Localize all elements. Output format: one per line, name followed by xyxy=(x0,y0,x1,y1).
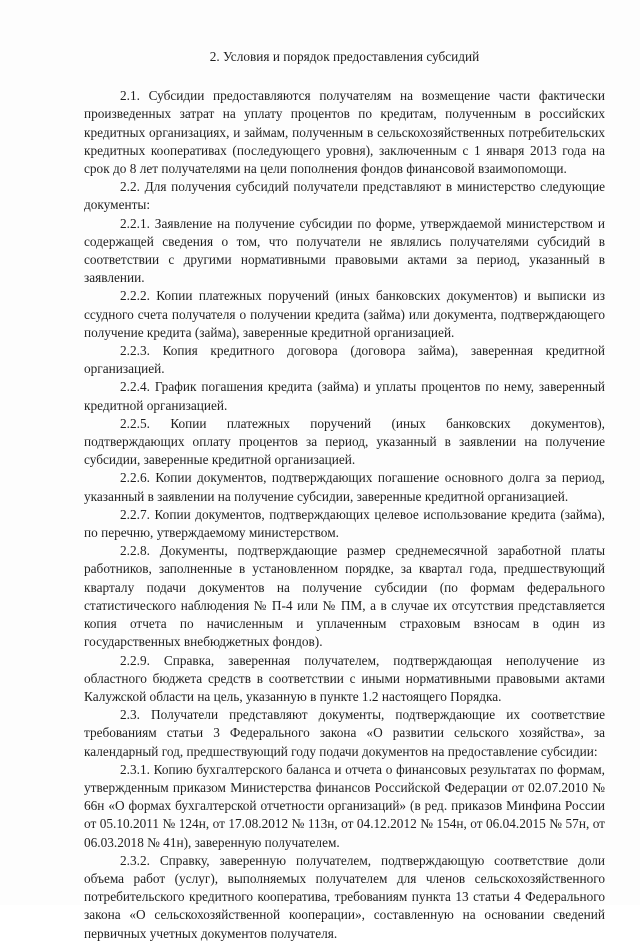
paragraph-2-2: 2.2. Для получения субсидий получатели представляют в министерство следующие документы: xyxy=(84,179,605,213)
paragraph-2-2-7: 2.2.7. Копии документов, подтверждающих целевое использование кредита (займа), по перечню, утверждаемому министерством. xyxy=(84,506,605,541)
paragraph-2-2-2: 2.2.2. Копии платежных поручений (иных банковских документов) и выписки из ссудного счета получателя о получении кредита (займа) или документа, подтверждающего получение кредита (займа), заверенные кредитной организацией. xyxy=(84,288,605,340)
paragraph-2-3: 2.3. Получатели представляют документы, подтверждающие их соответствие требованиям статьи 3 Федерального закона «О развитии сельского хозяйства», за календарный год, предшествующий году подачи документов на предоставление субсидии: xyxy=(84,707,605,759)
paragraph-2-1: 2.1. Субсидии предоставляются получателям на возмещение части фактически произведенных затрат на уплату процентов по кредитам, полученным в российских кредитных организациях, и займам, полученным в сельскохозяйственных потребительских кредитных кооперативах (последующего уровня), заключенным с 1 января 2013 года на срок до 8 лет получателями на цели пополнения фондов финансовой взаимопомощи. xyxy=(84,88,605,177)
paragraph-2-2-5: 2.2.5. Копии платежных поручений (иных банковских документов), подтверждающих оплату процентов за период, указанный в заявлении на получение субсидии, заверенные кредитной организацией. xyxy=(84,415,605,468)
document-body xyxy=(84,48,605,943)
paragraph-2-2-9: 2.2.9. Справка, заверенная получателем, подтверждающая неполучение из областного бюджета средств в соответствии с иными нормативными правовыми актами Калужской области на цель, указанную в пункте 1.2 настоящего Порядка. xyxy=(84,652,605,704)
paragraph-2-3-2: 2.3.2. Справку, заверенную получателем, подтверждающую соответствие доли объема работ (услуг), выполняемых получателем для членов сельскохозяйственного потребительского кредитного кооператива, требованиям пункта 13 статьи 4 Федерального закона «О сельскохозяйственной кооперации», составленную на основании сведений первичных учетных документов получателя. xyxy=(84,852,605,941)
paragraph-2-2-3: 2.2.3. Копия кредитного договора (договора займа), заверенная кредитной организацией. xyxy=(84,343,605,377)
paragraph-2-2-8: 2.2.8. Документы, подтверждающие размер среднемесячной заработной платы работников, заполненные в установленном порядке, за квартал года, предшествующий кварталу подачи документов на получение субсидии (по формам федерального статистического наблюдения № П-4 или № ПМ, а в случае их отсутствия представляется копия отчета по начисленным и уплаченным страховым взносам в один из государственных внебюджетных фондов). xyxy=(84,543,605,650)
paragraph-2-2-6: 2.2.6. Копии документов, подтверждающих погашение основного долга за период, указанный в заявлении на получение субсидии, заверенные кредитной организацией. xyxy=(84,470,605,504)
paragraph-2-2-4: 2.2.4. График погашения кредита (займа) и уплаты процентов по нему, заверенный кредитной организацией. xyxy=(84,379,605,413)
section-heading: 2. Условия и порядок предоставления субсидий xyxy=(209,49,480,64)
paragraph-2-2-1: 2.2.1. Заявление на получение субсидии по форме, утверждаемой министерством и содержащей сведения о том, что получатели не являлись получателями субсидий в соответствии с другими нормативными правовыми актами за период, указанный в заявлении. xyxy=(84,215,605,286)
paragraph-2-3-1: 2.3.1. Копию бухгалтерского баланса и отчета о финансовых результатах по формам, утвержденным приказом Министерства финансов Российской Федерации от 02.07.2010 № 66н «О формах бухгалтерской отчетности организаций» (в ред. приказов Минфина России от 05.10.2011 № 124н, от 17.08.2012 № 113н, от 04.12.2012 № 154н, от 06.04.2015 № 57н, от 06.03.2018 № 41н), заверенную получателем. xyxy=(84,761,605,850)
